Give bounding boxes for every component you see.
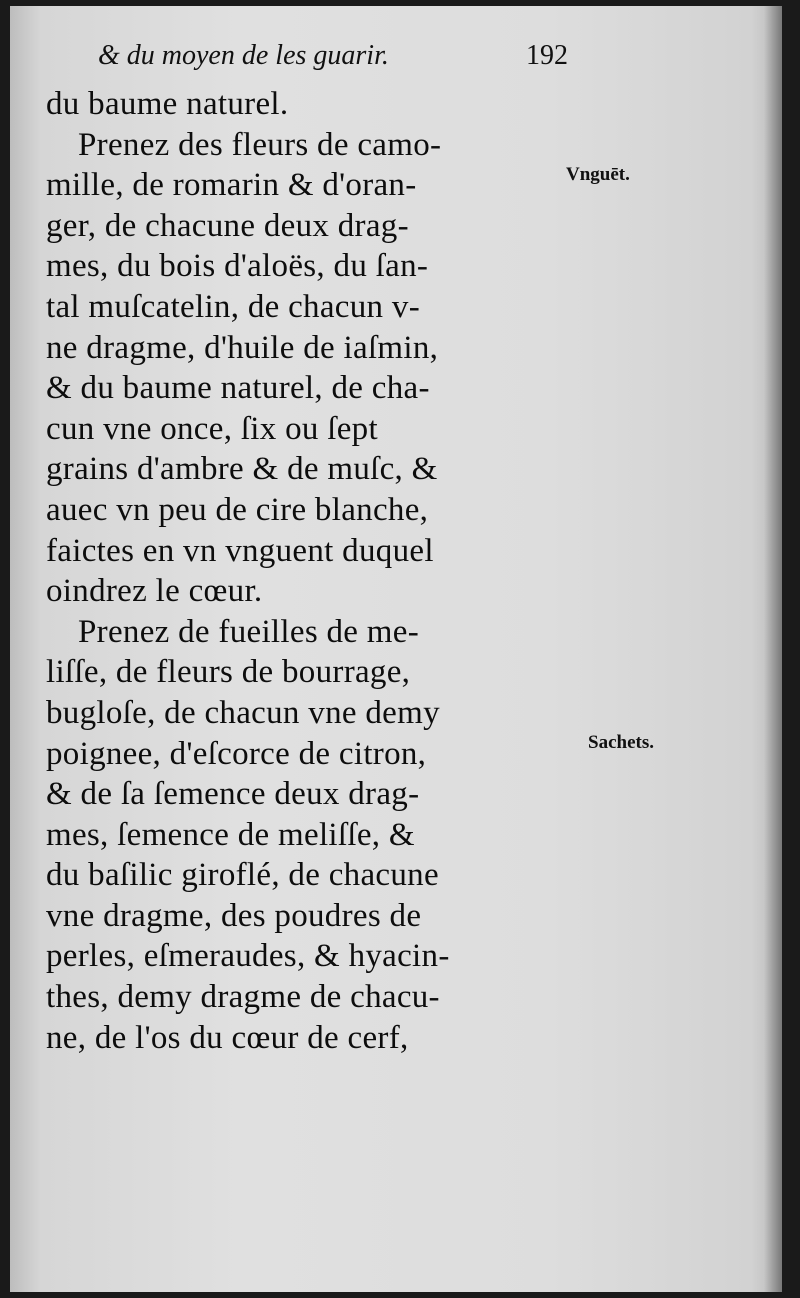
text-line: tal muſcatelin, de chacun v- [46,288,420,325]
page-edge-shadow [764,6,782,1292]
text-line: cun vne once, ſix ou ſept [46,410,378,447]
margin-note-vnguent: Vnguēt. [566,164,630,185]
text-line: mille, de romarin & d'oran- [46,167,417,204]
text-line: auec vn peu de cire blanche, [46,491,429,528]
text-line: vne dragme, des poudres de [46,897,422,934]
margin-note-sachets: Sachets. [588,732,654,753]
text-line: grains d'ambre & de muſc, & [46,451,438,488]
text-line: mes, ſemence de meliſſe, & [46,816,415,853]
text-line: ne dragme, d'huile de iaſmin, [46,329,439,366]
text-line: oindrez le cœur. [46,573,263,610]
text-line: ne, de l'os du cœur de cerf, [46,1019,409,1056]
body-text [46,84,606,1058]
running-title: & du moyen de les guarir. [98,40,389,71]
text-line: & du baume naturel, de cha- [46,370,430,407]
text-line: du baſilic giroflé, de chacune [46,857,439,894]
running-header [98,40,568,84]
book-page [10,6,782,1292]
text-line: ger, de chacune deux drag- [46,207,409,244]
text-line: Prenez de fueilles de me- [78,613,420,650]
text-line: thes, demy dragme de chacu- [46,979,440,1016]
text-line: poignee, d'eſcorce de citron, [46,735,427,772]
text-line: Prenez des fleurs de camo- [78,126,442,163]
text-line: bugloſe, de chacun vne demy [46,694,440,731]
text-line: & de ſa ſemence deux drag- [46,776,420,813]
text-line: du baume naturel. [46,86,289,122]
text-line: liſſe, de fleurs de bourrage, [46,654,411,691]
text-line: perles, eſmeraudes, & hyacin- [46,938,450,975]
text-line: mes, du bois d'aloës, du ſan- [46,248,429,285]
page-number: 192 [526,40,568,71]
text-line: faictes en vn vnguent duquel [46,532,434,569]
